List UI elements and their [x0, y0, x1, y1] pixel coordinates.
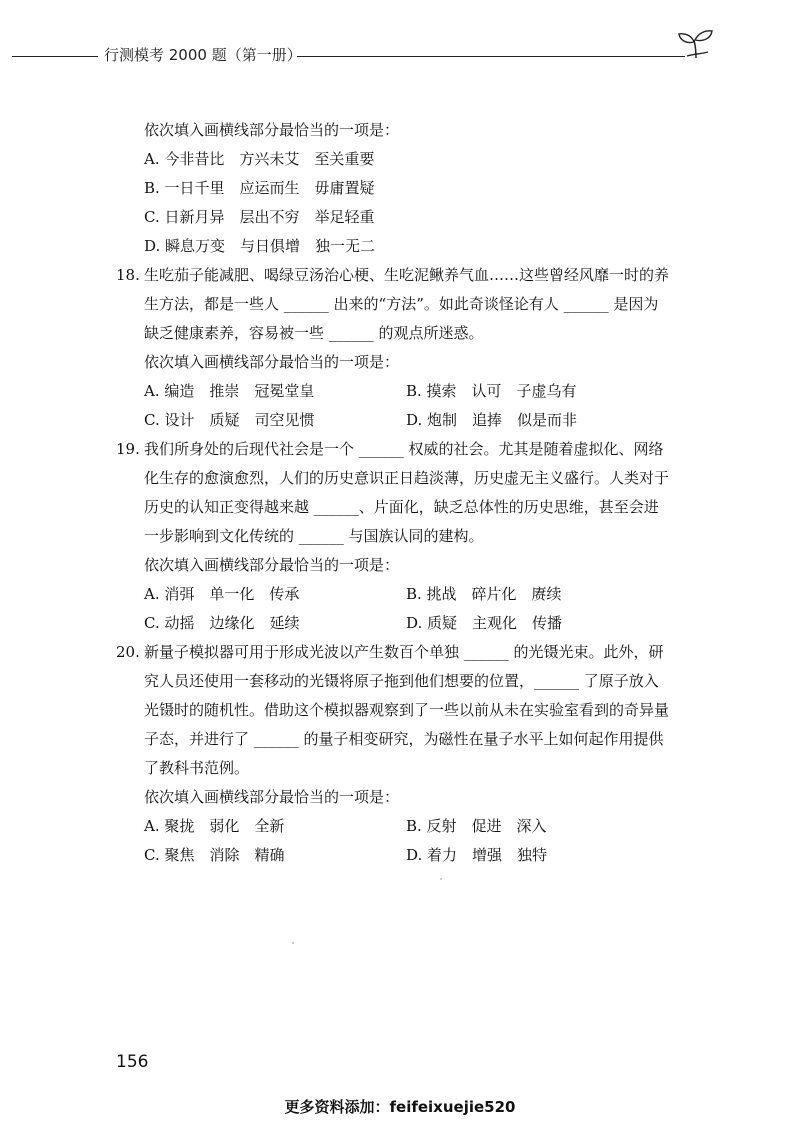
sprout-icon	[676, 28, 716, 60]
page-header	[0, 40, 800, 70]
q18-option-a: A. 编造 推崇 冠冕堂皇	[144, 382, 315, 400]
header-rule-right	[297, 56, 685, 57]
header-title: 行测模考 2000 题（第一册）	[104, 46, 302, 64]
q19-stem-line-3: 历史的认知正变得越来越 ______、片面化，缺乏总体性的历史思维，甚至会进	[144, 498, 659, 516]
scan-speck	[440, 878, 442, 880]
q20-stem-line-2: 究人员还使用一套移动的光镊将原子拖到他们想要的位置，______ 了原子放入	[144, 672, 659, 690]
q19-option-b: B. 挑战 碎片化 赓续	[406, 585, 562, 603]
q20-number: 20.	[116, 643, 140, 661]
q20-option-d: D. 着力 增强 独特	[406, 846, 548, 864]
q17-option-c: C. 日新月异 层出不穷 举足轻重	[144, 208, 375, 226]
q19-option-c: C. 动摇 边缘化 延续	[144, 614, 300, 632]
q20-prompt: 依次填入画横线部分最恰当的一项是：	[144, 788, 400, 806]
q19-number: 19.	[116, 440, 140, 458]
q18-stem-line-2: 生方法，都是一些人 ______ 出来的“方法”。如此奇谈怪论有人 ______ 是因为	[144, 295, 659, 313]
q19-stem-line-4: 一步影响到文化传统的 ______ 与国族认同的建构。	[144, 527, 484, 545]
q19-option-d: D. 质疑 主观化 传播	[406, 614, 563, 632]
header-rule-left	[12, 56, 98, 57]
q17-option-b: B. 一日千里 应运而生 毋庸置疑	[144, 179, 375, 197]
q18-stem-line-1	[116, 261, 716, 290]
q18-option-c: C. 设计 质疑 司空见惯	[144, 411, 315, 429]
q19-option-a: A. 消弭 单一化 传承	[144, 585, 300, 603]
q20-stem-line-3: 光镊时的随机性。借助这个模拟器观察到了一些以前从未在实验室看到的奇异量	[144, 701, 670, 719]
q18-stem-text-1: 生吃茄子能减肥、喝绿豆汤治心梗、生吃泥鳅养气血……这些曾经风靡一时的养	[144, 266, 670, 284]
q19-stem-line-2: 化生存的愈演愈烈，人们的历史意识正日趋淡薄，历史虚无主义盛行。人类对于	[144, 469, 670, 487]
q18-prompt: 依次填入画横线部分最恰当的一项是：	[144, 353, 400, 371]
q20-stem-line-5: 了教科书范例。	[144, 759, 250, 777]
q20-option-c: C. 聚焦 消除 精确	[144, 846, 285, 864]
footer-note: 更多资料添加：feifeixuejie520	[284, 1098, 516, 1116]
q18-options-row-1	[116, 377, 716, 406]
q20-option-b: B. 反射 促进 深入	[406, 817, 547, 835]
q18-number: 18.	[116, 266, 140, 284]
q20-options-row-2	[116, 841, 716, 870]
q19-stem-text-1: 我们所身处的后现代社会是一个 ______ 权威的社会。尤其是随着虚拟化、网络	[144, 440, 664, 458]
q18-option-b: B. 摸索 认可 子虚乌有	[406, 382, 577, 400]
page-number: 156	[116, 1052, 149, 1072]
q20-stem-text-1: 新量子模拟器可用于形成光波以产生数百个单独 ______ 的光镊光束。此外，研	[144, 643, 664, 661]
scan-speck	[292, 942, 294, 944]
q19-options-row-2	[116, 609, 716, 638]
q18-stem-line-3: 缺乏健康素养，容易被一些 ______ 的观点所迷惑。	[144, 324, 484, 342]
q19-options-row-1	[116, 580, 716, 609]
page-content	[116, 116, 716, 870]
q20-stem-line-4: 子态，并进行了 ______ 的量子相变研究，为磁性在量子水平上如何起作用提供	[144, 730, 664, 748]
q17-prompt: 依次填入画横线部分最恰当的一项是：	[144, 121, 400, 139]
q20-option-a: A. 聚拢 弱化 全新	[144, 817, 285, 835]
q19-stem-line-1	[116, 435, 716, 464]
q18-options-row-2	[116, 406, 716, 435]
q17-option-a: A. 今非昔比 方兴未艾 至关重要	[144, 150, 375, 168]
q19-prompt: 依次填入画横线部分最恰当的一项是：	[144, 556, 400, 574]
q20-stem-line-1	[116, 638, 716, 667]
q18-option-d: D. 炮制 追捧 似是而非	[406, 411, 578, 429]
q17-option-d: D. 瞬息万变 与日俱增 独一无二	[144, 237, 376, 255]
q20-options-row-1	[116, 812, 716, 841]
